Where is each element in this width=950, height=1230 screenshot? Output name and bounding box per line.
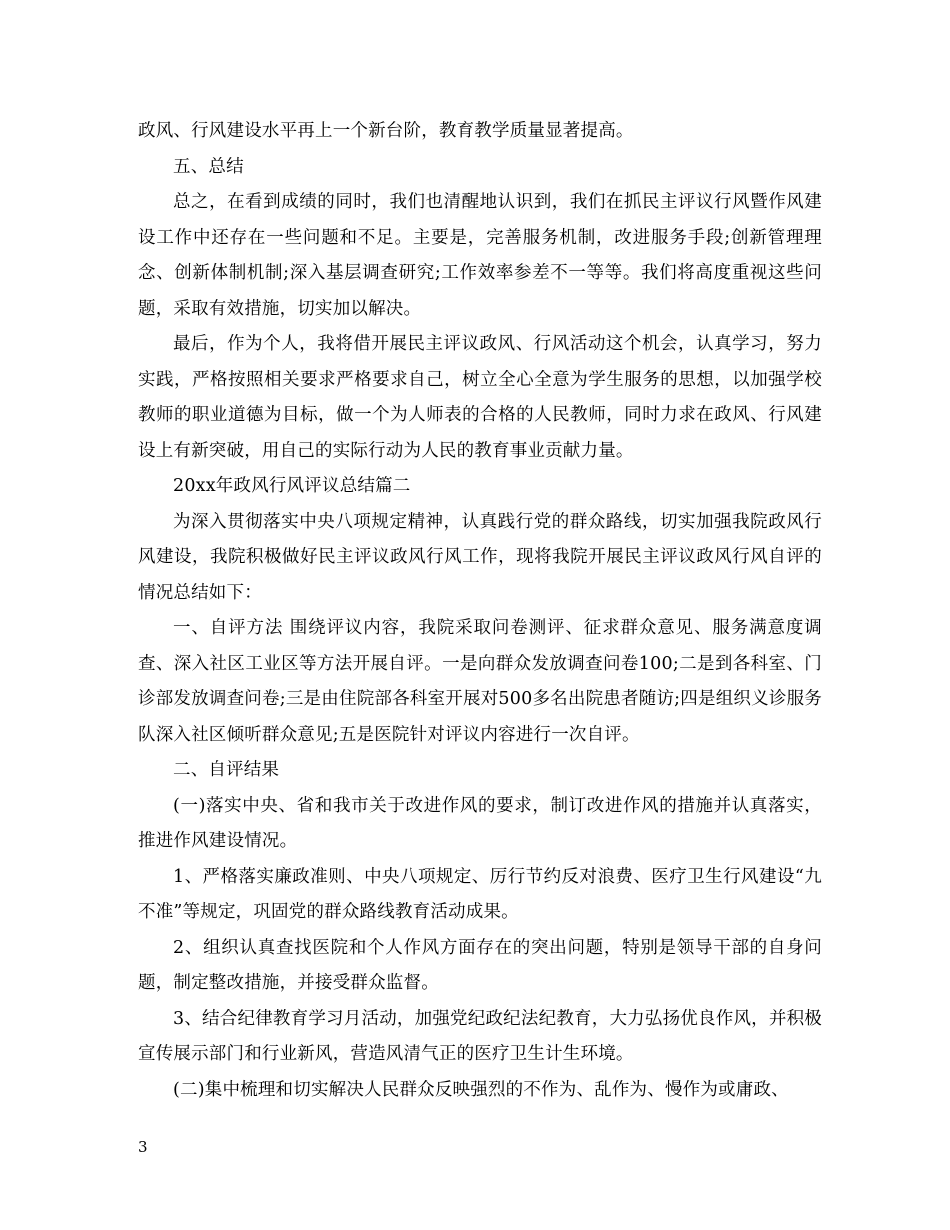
paragraph-1: 政风、行风建设水平再上一个新台阶，教育教学质量显著提高。 [138,121,634,141]
section-heading-results: 二、自评结果 [173,760,280,780]
paragraph-9: (一)落实中央、省和我市关于改进作风的要求，制订改进作风的措施并认真落实，推进作风建设情况。 [138,795,822,851]
section-heading-summary: 五、总结 [173,156,244,177]
paragraph-12: 3、结合纪律教育学习月活动，加强党纪政纪法纪教育，大力弘扬优良作风，并积极宣传展示部门和行业新风，营造风清气正的医疗卫生计生环境。 [138,1008,822,1064]
paragraph-11: 2、组织认真查找医院和个人作风方面存在的突出问题，特别是领导干部的自身问题，制定整改措施，并接受群众监督。 [138,937,822,993]
paragraph-3: 总之，在看到成绩的同时，我们也清醒地认识到，我们在抓民主评议行风暨作风建设工作中还存在一些问题和不足。主要是，完善服务机制，改进服务手段;创新管理理念、创新体制机制;深入基层调查研究;工作效率参差不一等等。我们将高度重视这些问题，采取有效措施，切实加以解决。 [138,192,822,319]
paragraph-7: 一、自评方法 围绕评议内容，我院采取问卷测评、征求群众意见、服务满意度调查、深入社区工业区等方法开展自评。一是向群众发放调查问卷100;二是到各科室、门诊部发放调查问卷;三是由住院部各科室开展对500多名出院患者随访;四是组织义诊服务队深入社区倾听群众意见;五是医院针对评议内容进行一次自评。 [138,618,822,745]
paragraph-4: 最后，作为个人，我将借开展民主评议政风、行风活动这个机会，认真学习，努力实践，严格按照相关要求严格要求自己，树立全心全意为学生服务的思想，以加强学校教师的职业道德为目标，做一个为人师表的合格的人民教师，同时力求在政风、行风建设上有新突破，用自己的实际行动为人民的教育事业贡献力量。 [138,334,822,461]
page-number: 3 [138,1138,148,1156]
document-body [138,114,822,1108]
paragraph-6: 为深入贯彻落实中央八项规定精神，认真践行党的群众路线，切实加强我院政风行风建设，我院积极做好民主评议政风行风工作，现将我院开展民主评议政风行风自评的情况总结如下： [138,511,822,603]
article-title-part-two: 20xx年政风行风评议总结篇二 [173,476,411,496]
paragraph-10: 1、严格落实廉政准则、中央八项规定、厉行节约反对浪费、医疗卫生行风建设“九不准”等规定，巩固党的群众路线教育活动成果。 [138,866,822,922]
paragraph-13: (二)集中梳理和切实解决人民群众反映强烈的不作为、乱作为、慢作为或庸政、 [173,1079,789,1100]
